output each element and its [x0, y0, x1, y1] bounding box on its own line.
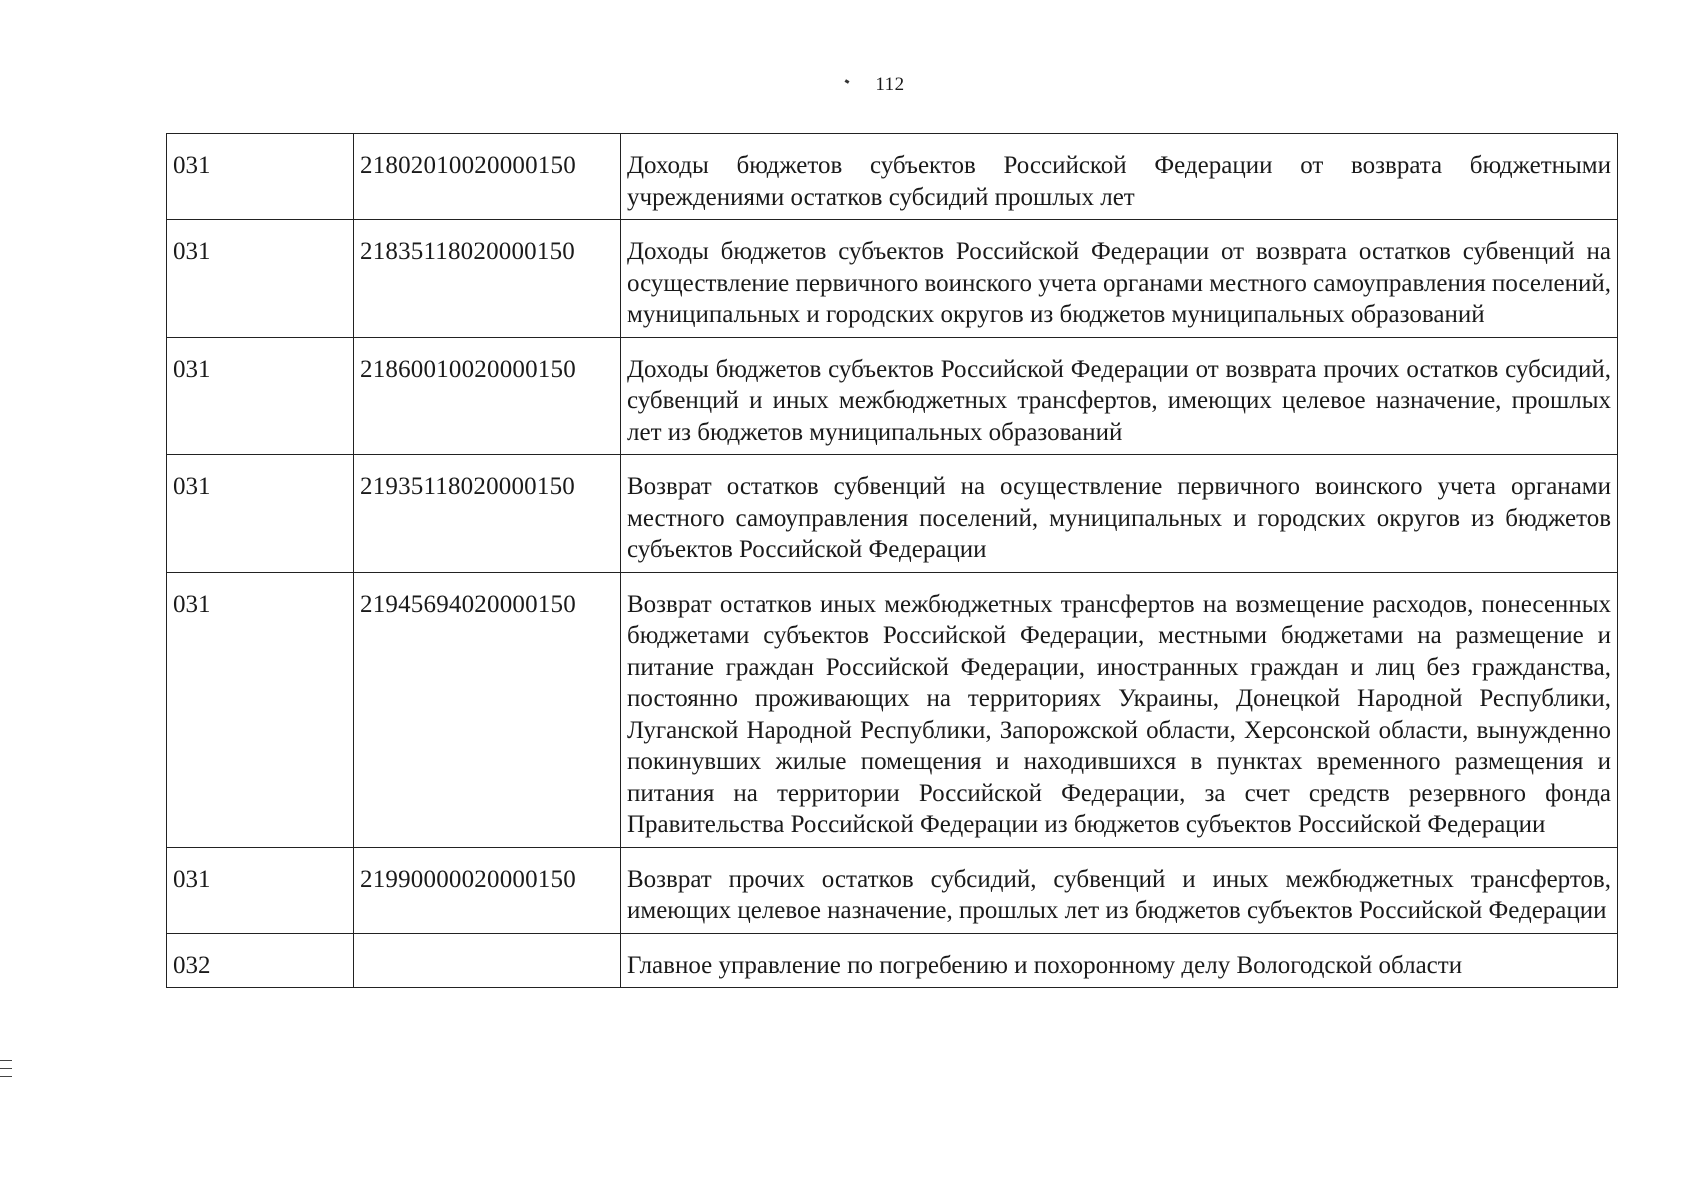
margin-line: [0, 1076, 12, 1077]
table-row: [167, 847, 1618, 933]
description-cell: Возврат остатков иных межбюджетных трансфертов на возмещение расходов, понесенных бюджетами субъектов Российской Федерации, местными бюджетами на размещение и питание граждан Российской Федерации, иностранных граждан и лиц без гражданства, постоянно проживающих на территориях Украины, Донецкой Народной Республики, Луганской Народной Республики, Запорожской области, Херсонской области, вынужденно покинувших жилые помещения и находившихся в пунктах временного размещения и питания на территории Российской Федерации, за счет средств резервного фонда Правительства Российской Федерации из бюджетов субъектов Российской Федерации: [621, 572, 1618, 847]
budget-classification-table: [166, 133, 1618, 988]
description-cell: Возврат остатков субвенций на осуществление первичного воинского учета органами местного самоуправления поселений, муниципальных и городских округов из бюджетов субъектов Российской Федерации: [621, 455, 1618, 573]
admin-code-cell: 031: [167, 220, 354, 338]
budget-code-cell: 21835118020000150: [354, 220, 621, 338]
table-row: [167, 220, 1618, 338]
description-cell: Доходы бюджетов субъектов Российской Федерации от возврата прочих остатков субсидий, субвенций и иных межбюджетных трансфертов, имеющих целевое назначение, прошлых лет из бюджетов муниципальных образований: [621, 337, 1618, 455]
budget-code-cell: 21990000020000150: [354, 847, 621, 933]
table-row: [167, 933, 1618, 988]
budget-code-cell: 21802010020000150: [354, 134, 621, 220]
budget-code-cell: 21860010020000150: [354, 337, 621, 455]
description-cell: Возврат прочих остатков субсидий, субвенций и иных межбюджетных трансфертов, имеющих целевое назначение, прошлых лет из бюджетов субъектов Российской Федерации: [621, 847, 1618, 933]
table-row: [167, 572, 1618, 847]
admin-code-cell: 032: [167, 933, 354, 988]
scan-margin-marks: [0, 1060, 14, 1084]
admin-code-cell: 031: [167, 847, 354, 933]
admin-code-cell: 031: [167, 134, 354, 220]
admin-code-cell: 031: [167, 572, 354, 847]
admin-code-cell: 031: [167, 455, 354, 573]
margin-line: [0, 1060, 12, 1061]
description-cell: Доходы бюджетов субъектов Российской Федерации от возврата остатков субвенций на осуществление первичного воинского учета органами местного самоуправления поселений, муниципальных и городских округов из бюджетов муниципальных образований: [621, 220, 1618, 338]
table-row: [167, 455, 1618, 573]
budget-code-cell: [354, 933, 621, 988]
admin-code-cell: 031: [167, 337, 354, 455]
page-number: 112: [875, 74, 905, 95]
budget-code-cell: 21945694020000150: [354, 572, 621, 847]
description-cell: Доходы бюджетов субъектов Российской Федерации от возврата бюджетными учреждениями остатков субсидий прошлых лет: [621, 134, 1618, 220]
table-row: [167, 134, 1618, 220]
margin-line: [0, 1068, 12, 1069]
budget-code-cell: 21935118020000150: [354, 455, 621, 573]
table-row: [167, 337, 1618, 455]
description-cell: Главное управление по погребению и похоронному делу Вологодской области: [621, 933, 1618, 988]
